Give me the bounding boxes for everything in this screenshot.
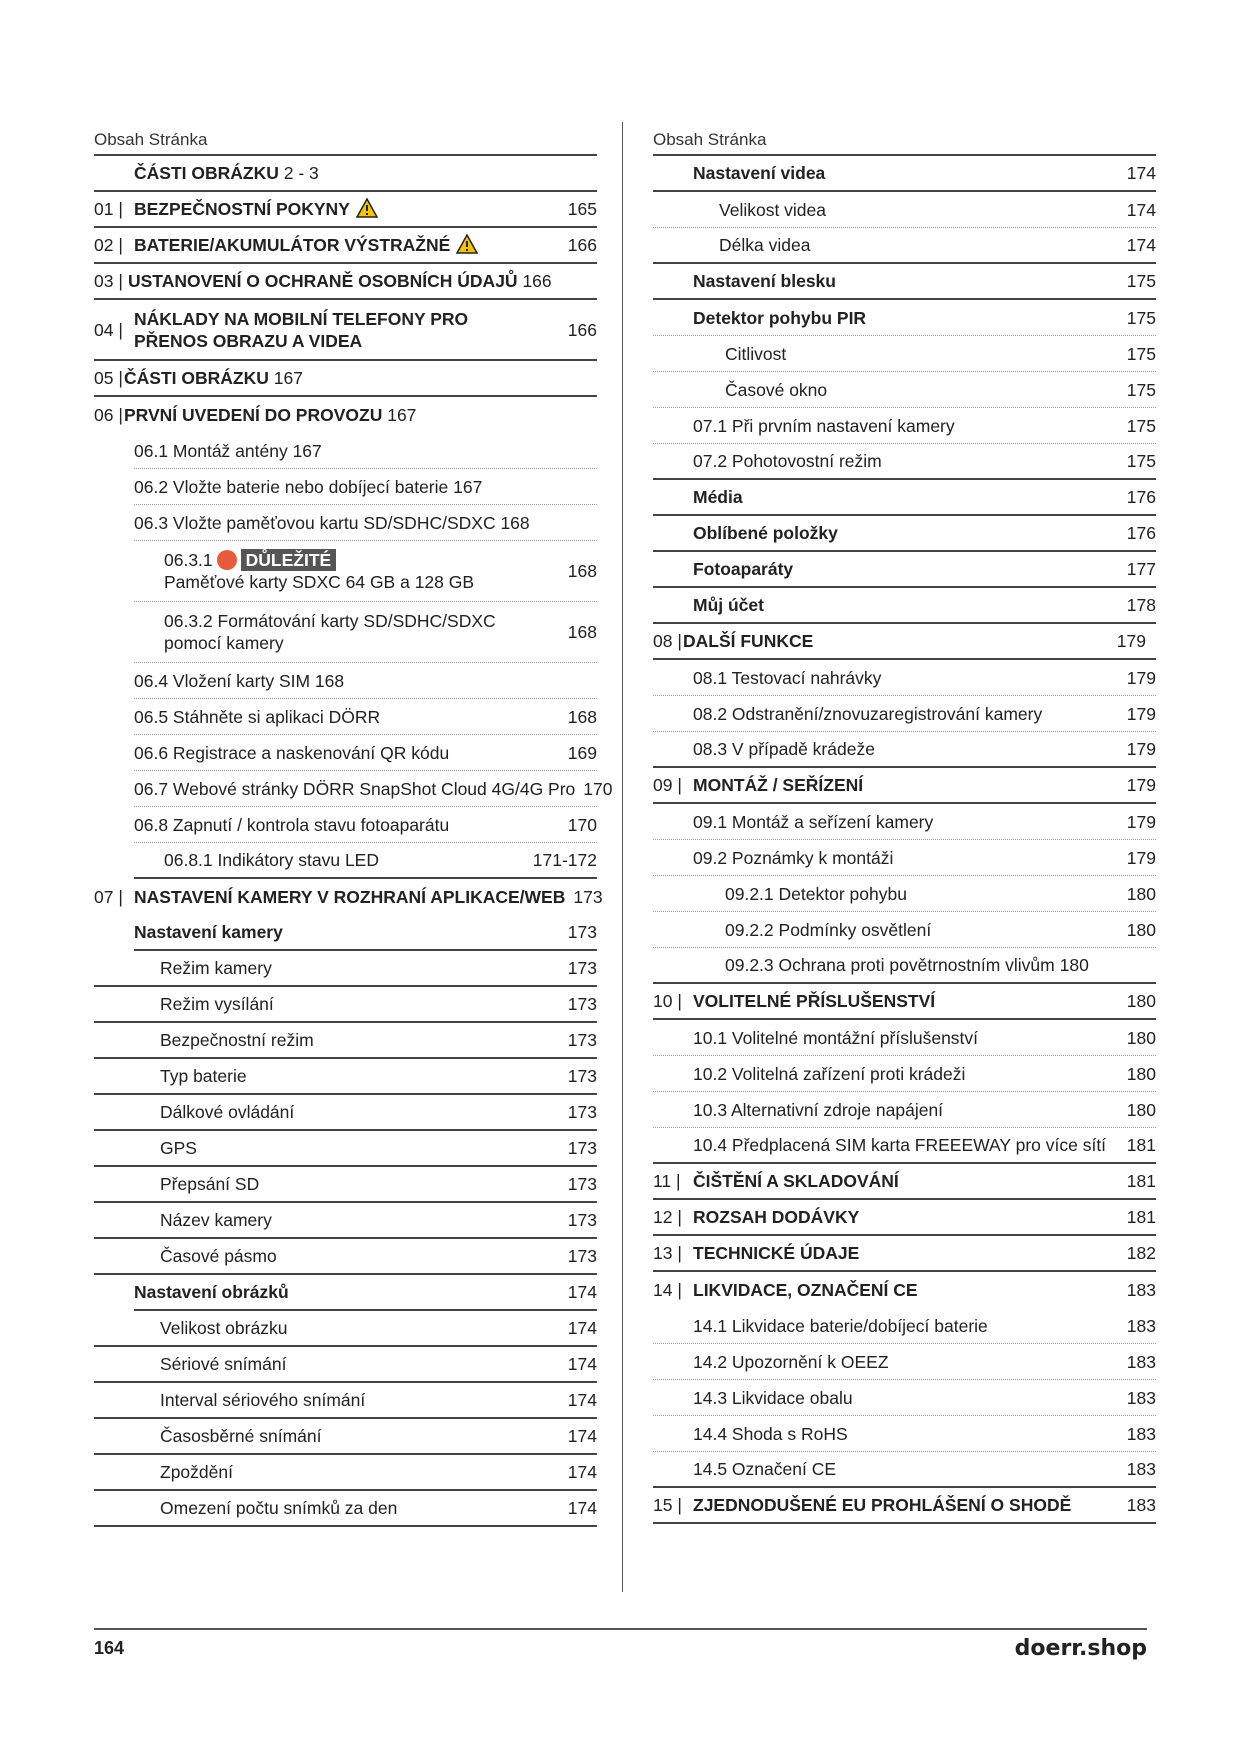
toc-page: 177 [1126, 559, 1156, 579]
toc-number: 13 | [653, 1243, 682, 1263]
toc-title: 07.2 Pohotovostní režim [693, 451, 882, 471]
toc-page: 178 [1126, 595, 1156, 615]
toc-entry[interactable] [653, 156, 1156, 192]
toc-title: 10.3 Alternativní zdroje napájení [693, 1099, 944, 1120]
toc-page: 175 [1126, 271, 1156, 291]
toc-right-column [653, 126, 1156, 1524]
toc-entry[interactable] [94, 1023, 597, 1059]
toc-entry[interactable] [134, 807, 597, 843]
toc-title: 10.4 Předplacená SIM karta FREEEWAY pro více sítí [693, 1135, 1107, 1155]
toc-entry[interactable] [653, 516, 1156, 552]
toc-page: 175 [1126, 307, 1156, 328]
toc-number: 07 | [94, 887, 123, 907]
toc-entry[interactable] [653, 1272, 1156, 1308]
toc-page: 173 [567, 1066, 597, 1086]
footer-rule [94, 1628, 1147, 1630]
toc-entry[interactable] [94, 1167, 597, 1203]
toc-page: 173 [567, 922, 597, 942]
toc-page: 175 [1126, 379, 1156, 400]
toc-entry[interactable] [134, 505, 597, 541]
toc-page: 174 [567, 1462, 597, 1482]
toc-title: Nastavení obrázků [134, 1282, 289, 1302]
toc-page: 174 [1126, 163, 1156, 183]
toc-entry[interactable] [94, 1311, 597, 1347]
toc-entry[interactable] [653, 1056, 1156, 1092]
toc-title: Dálkové ovládání [160, 1102, 295, 1122]
toc-title: 06.6 Registrace a naskenování QR kódu [134, 742, 450, 763]
toc-title: 09.2 Poznámky k montáži [693, 847, 894, 868]
toc-page: 175 [1126, 343, 1156, 364]
toc-page: 173 [567, 958, 597, 978]
toc-title: 14.1 Likvidace baterie/dobíjecí baterie [693, 1315, 988, 1336]
toc-page: 175 [1126, 451, 1156, 471]
toc-entry[interactable] [653, 984, 1156, 1020]
toc-page: 173 [567, 1138, 597, 1158]
toc-entry[interactable] [94, 1383, 597, 1419]
toc-title: Časové pásmo [160, 1246, 277, 1266]
toc-entry[interactable] [134, 771, 613, 807]
toc-number: 05 | [94, 368, 123, 388]
toc-title: Omezení počtu snímků za den [160, 1498, 398, 1518]
toc-entry[interactable] [653, 480, 1156, 516]
toc-title: Nastavení kamery [134, 922, 283, 942]
toc-number: 11 | [653, 1171, 681, 1191]
toc-title: Nastavení videa [693, 163, 826, 183]
toc-title: Detektor pohybu PIR [693, 307, 867, 328]
toc-title: 14.2 Upozornění k OEEZ [693, 1351, 889, 1372]
toc-entry[interactable] [94, 1455, 597, 1491]
toc-title: Časové okno [725, 379, 828, 400]
toc-page: 171-172 [532, 850, 597, 870]
toc-entry[interactable] [94, 951, 597, 987]
toc-page: 183 [1126, 1387, 1156, 1408]
toc-page: 181 [1126, 1207, 1156, 1227]
toc-number: 14 | [653, 1280, 682, 1300]
toc-page: 183 [1126, 1459, 1156, 1479]
toc-page: 173 [567, 1030, 597, 1050]
toc-entry[interactable] [94, 1419, 597, 1455]
toc-title: Velikost obrázku [160, 1318, 288, 1338]
toc-title: Zpoždění [160, 1462, 233, 1482]
toc-page: 168 [567, 706, 597, 727]
toc-page: 174 [567, 1354, 597, 1374]
toc-title: GPS [160, 1138, 197, 1158]
toc-page: 174 [1126, 199, 1156, 220]
toc-title: 09.2.2 Podmínky osvětlení [725, 919, 932, 940]
toc-entry[interactable] [134, 915, 597, 951]
toc-entry[interactable] [653, 372, 1156, 408]
toc-page: 167 [387, 405, 417, 425]
toc-title: Můj účet [693, 595, 764, 615]
toc-page: 174 [1126, 235, 1156, 255]
toc-entry[interactable] [94, 361, 597, 397]
toc-title: Bezpečnostní režim [160, 1030, 314, 1050]
toc-page: 174 [567, 1498, 597, 1518]
toc-number: 09 | [653, 775, 682, 795]
toc-page: 175 [1126, 415, 1156, 436]
toc-title: 14.4 Shoda s RoHS [693, 1423, 848, 1444]
toc-entry[interactable] [94, 156, 597, 192]
toc-number: 10 | [653, 991, 682, 1011]
toc-page: 180 [1126, 991, 1156, 1011]
toc-page: 179 [1126, 811, 1156, 832]
toc-page: 179 [1116, 631, 1146, 651]
toc-entry[interactable] [653, 1128, 1156, 1164]
toc-number: 03 | [94, 271, 123, 291]
toc-page: 168 [567, 561, 597, 581]
toc-title: Média [693, 487, 743, 507]
toc-page: 173 [567, 1210, 597, 1230]
toc-entry[interactable] [134, 602, 597, 663]
toc-entry[interactable] [653, 228, 1156, 264]
toc-title: DALŠÍ FUNKCE [683, 631, 814, 651]
toc-page: 183 [1126, 1280, 1156, 1300]
toc-page: 174 [567, 1390, 597, 1410]
toc-title: 06.3 Vložte paměťovou kartu SD/SDHC/SDXC 168 [134, 512, 530, 533]
toc-number: 12 | [653, 1207, 682, 1227]
toc-entry[interactable] [94, 264, 597, 300]
toc-title: MONTÁŽ / SEŘÍZENÍ [693, 775, 864, 795]
column-header: Obsah Stránka [653, 126, 1156, 156]
toc-title: Režim kamery [160, 958, 272, 978]
toc-title: LIKVIDACE, OZNAČENÍ CE [693, 1280, 918, 1300]
toc-page: 183 [1126, 1351, 1156, 1372]
toc-page: 174 [567, 1318, 597, 1338]
toc-number: 02 | [94, 235, 123, 255]
toc-page: 180 [1126, 883, 1156, 904]
toc-page: 166 [567, 235, 597, 255]
toc-title: Typ baterie [160, 1066, 247, 1086]
toc-title: TECHNICKÉ ÚDAJE [693, 1243, 860, 1263]
toc-entry[interactable] [653, 408, 1156, 444]
toc-title: 06.7 Webové stránky DÖRR SnapShot Cloud 4G/4G Pro [134, 778, 576, 799]
toc-title: 14.3 Likvidace obalu [693, 1387, 853, 1408]
toc-entry[interactable] [653, 840, 1156, 876]
toc-entry[interactable] [94, 1203, 597, 1239]
toc-title: NÁKLADY NA MOBILNÍ TELEFONY PRO PŘENOS OBRAZU A VIDEA [134, 308, 469, 351]
toc-entry[interactable] [653, 1452, 1156, 1488]
toc-number: 15 | [653, 1495, 682, 1515]
toc-title: Citlivost [725, 343, 787, 364]
toc-entry[interactable] [653, 552, 1156, 588]
toc-page: 181 [1126, 1135, 1156, 1155]
toc-number: 06.3.1 [164, 550, 213, 570]
warning-icon [356, 198, 378, 218]
toc-entry[interactable] [134, 433, 597, 469]
toc-entry[interactable] [653, 804, 1156, 840]
toc-entry[interactable] [653, 588, 1156, 624]
toc-title: Délka videa [719, 235, 811, 255]
toc-page: 173 [567, 1102, 597, 1122]
toc-title: ČIŠTĚNÍ A SKLADOVÁNÍ [693, 1171, 899, 1191]
toc-title: Název kamery [160, 1210, 272, 1230]
toc-page: 173 [573, 887, 603, 907]
toc-page: 183 [1126, 1315, 1156, 1336]
toc-page: 179 [1126, 847, 1156, 868]
toc-entry[interactable] [653, 1164, 1156, 1200]
toc-title: Sériové snímání [160, 1354, 287, 1374]
toc-entry[interactable] [134, 843, 597, 879]
toc-page: 179 [1126, 775, 1156, 795]
toc-entry[interactable] [653, 876, 1156, 912]
toc-title: Paměťové karty SDXC 64 GB a 128 GB [164, 572, 475, 592]
toc-entry[interactable] [653, 264, 1156, 300]
toc-entry[interactable] [653, 624, 1156, 660]
toc-title: ČÁSTI OBRÁZKU [134, 163, 279, 183]
toc-page: 168 [567, 622, 597, 642]
toc-page: 174 [567, 1426, 597, 1446]
toc-page: 173 [567, 994, 597, 1014]
toc-page: 173 [567, 1246, 597, 1266]
toc-entry[interactable] [94, 1239, 597, 1275]
toc-entry[interactable] [653, 768, 1156, 804]
toc-title: BATERIE/AKUMULÁTOR VÝSTRAŽNÉ [134, 235, 451, 255]
toc-title: 08.3 V případě krádeže [693, 739, 875, 759]
toc-number: 08 | [653, 631, 682, 651]
toc-page: 179 [1126, 703, 1156, 724]
toc-title: 06.2 Vložte baterie nebo dobíjecí baterie 167 [134, 476, 483, 497]
toc-title: ČÁSTI OBRÁZKU [124, 368, 269, 388]
toc-page: 173 [567, 1174, 597, 1194]
toc-entry[interactable] [653, 336, 1156, 372]
toc-title: 08.2 Odstranění/znovuzaregistrování kamery [693, 703, 1043, 724]
toc-entry[interactable] [94, 300, 597, 361]
toc-entry[interactable] [653, 192, 1156, 228]
toc-entry[interactable] [134, 699, 597, 735]
toc-number: 01 | [94, 199, 123, 219]
toc-page: 180 [1126, 1027, 1156, 1048]
toc-entry[interactable] [653, 912, 1156, 948]
toc-title: USTANOVENÍ O OCHRANĚ OSOBNÍCH ÚDAJŮ [128, 271, 518, 291]
toc-entry[interactable] [94, 1095, 597, 1131]
toc-entry[interactable] [653, 1236, 1156, 1272]
toc-title: 10.1 Volitelné montážní příslušenství [693, 1027, 979, 1048]
toc-title: ZJEDNODUŠENÉ EU PROHLÁŠENÍ O SHODĚ [693, 1495, 1072, 1515]
toc-title: VOLITELNÉ PŘÍSLUŠENSTVÍ [693, 991, 936, 1011]
toc-title: Časosběrné snímání [160, 1426, 322, 1446]
warning-icon [456, 234, 478, 254]
toc-entry[interactable] [94, 987, 597, 1023]
toc-entry[interactable] [653, 1488, 1156, 1524]
toc-entry[interactable] [653, 1308, 1156, 1344]
toc-title: Velikost videa [719, 199, 827, 220]
toc-title: 07.1 Při prvním nastavení kamery [693, 415, 955, 436]
toc-entry[interactable] [134, 541, 597, 602]
toc-entry[interactable] [134, 663, 597, 699]
toc-entry[interactable] [653, 1380, 1156, 1416]
toc-entry[interactable] [653, 732, 1156, 768]
toc-entry[interactable] [653, 1200, 1156, 1236]
toc-entry[interactable] [653, 1416, 1156, 1452]
toc-title: 06.3.2 Formátování karty SD/SDHC/SDXC pomocí kamery [164, 611, 496, 653]
toc-page: 179 [1126, 667, 1156, 688]
toc-page: 169 [567, 742, 597, 763]
toc-title: 06.1 Montáž antény 167 [134, 440, 322, 461]
toc-page: 176 [1126, 487, 1156, 507]
toc-title: Oblíbené položky [693, 523, 838, 543]
toc-page: 174 [567, 1282, 597, 1302]
toc-page: 180 [1126, 1063, 1156, 1084]
toc-page: 182 [1126, 1243, 1156, 1263]
toc-page: 180 [1126, 1099, 1156, 1120]
toc-page: 179 [1126, 739, 1156, 759]
toc-page: 176 [1126, 523, 1156, 543]
toc-entry[interactable] [94, 1059, 597, 1095]
toc-page: 165 [567, 199, 597, 219]
toc-page: 166 [522, 271, 552, 291]
toc-entry[interactable] [94, 879, 603, 915]
important-badge: DŮLEŽITÉ [241, 549, 337, 571]
toc-entry[interactable] [94, 1491, 597, 1527]
toc-title: 08.1 Testovací nahrávky [693, 667, 882, 688]
toc-entry[interactable] [94, 397, 597, 433]
toc-title: 06.8.1 Indikátory stavu LED [164, 850, 379, 870]
toc-entry[interactable] [94, 1131, 597, 1167]
toc-title: Fotoaparáty [693, 559, 794, 579]
toc-title: 09.2.1 Detektor pohybu [725, 883, 907, 904]
toc-entry[interactable] [653, 948, 1156, 984]
alert-dot-icon [217, 550, 237, 570]
column-divider [622, 122, 623, 1592]
toc-entry[interactable] [94, 192, 597, 228]
toc-entry[interactable] [653, 1344, 1156, 1380]
footer-page-number: 164 [94, 1638, 125, 1658]
toc-entry[interactable] [653, 696, 1156, 732]
toc-entry[interactable] [94, 1347, 597, 1383]
toc-entry[interactable] [134, 735, 597, 771]
toc-title: NASTAVENÍ KAMERY V ROZHRANÍ APLIKACE/WEB [134, 887, 566, 907]
toc-entry[interactable] [94, 228, 597, 264]
toc-title: Nastavení blesku [693, 271, 836, 291]
toc-entry[interactable] [653, 1092, 1156, 1128]
toc-page: 2 - 3 [283, 163, 319, 183]
toc-number: 06 | [94, 405, 123, 425]
toc-page: 183 [1126, 1495, 1156, 1515]
toc-entry[interactable] [653, 444, 1156, 480]
toc-entry[interactable] [134, 1275, 597, 1311]
footer-brand: doerr.shop [1014, 1636, 1147, 1661]
toc-entry[interactable] [653, 1020, 1156, 1056]
column-header: Obsah Stránka [94, 126, 597, 156]
toc-entry[interactable] [134, 469, 597, 505]
toc-page: 167 [273, 368, 303, 388]
toc-title: Přepsání SD [160, 1174, 260, 1194]
toc-title: 06.4 Vložení karty SIM 168 [134, 670, 345, 691]
toc-title: 09.1 Montáž a seřízení kamery [693, 811, 934, 832]
toc-page: 181 [1126, 1171, 1156, 1191]
toc-title: Režim vysílání [160, 994, 274, 1014]
toc-title: BEZPEČNOSTNÍ POKYNY [134, 199, 350, 219]
toc-page: 170 [583, 778, 613, 799]
toc-page: 166 [567, 319, 597, 340]
toc-title: PRVNÍ UVEDENÍ DO PROVOZU [124, 405, 383, 425]
toc-title: 06.8 Zapnutí / kontrola stavu fotoaparátu [134, 814, 450, 835]
toc-number: 04 | [94, 319, 123, 340]
toc-left-column [94, 126, 613, 1527]
toc-page: 183 [1126, 1423, 1156, 1444]
toc-title: ROZSAH DODÁVKY [693, 1207, 860, 1227]
toc-entry[interactable] [653, 660, 1156, 696]
toc-title: 09.2.3 Ochrana proti povětrnostním vlivům 180 [725, 955, 1089, 975]
toc-page: 180 [1126, 919, 1156, 940]
toc-title: 06.5 Stáhněte si aplikaci DÖRR [134, 706, 381, 727]
toc-title: 10.2 Volitelná zařízení proti krádeži [693, 1063, 966, 1084]
toc-title: Interval sériového snímání [160, 1390, 366, 1410]
toc-page: 170 [567, 814, 597, 835]
toc-title: 14.5 Označení CE [693, 1459, 836, 1479]
toc-entry[interactable] [653, 300, 1156, 336]
